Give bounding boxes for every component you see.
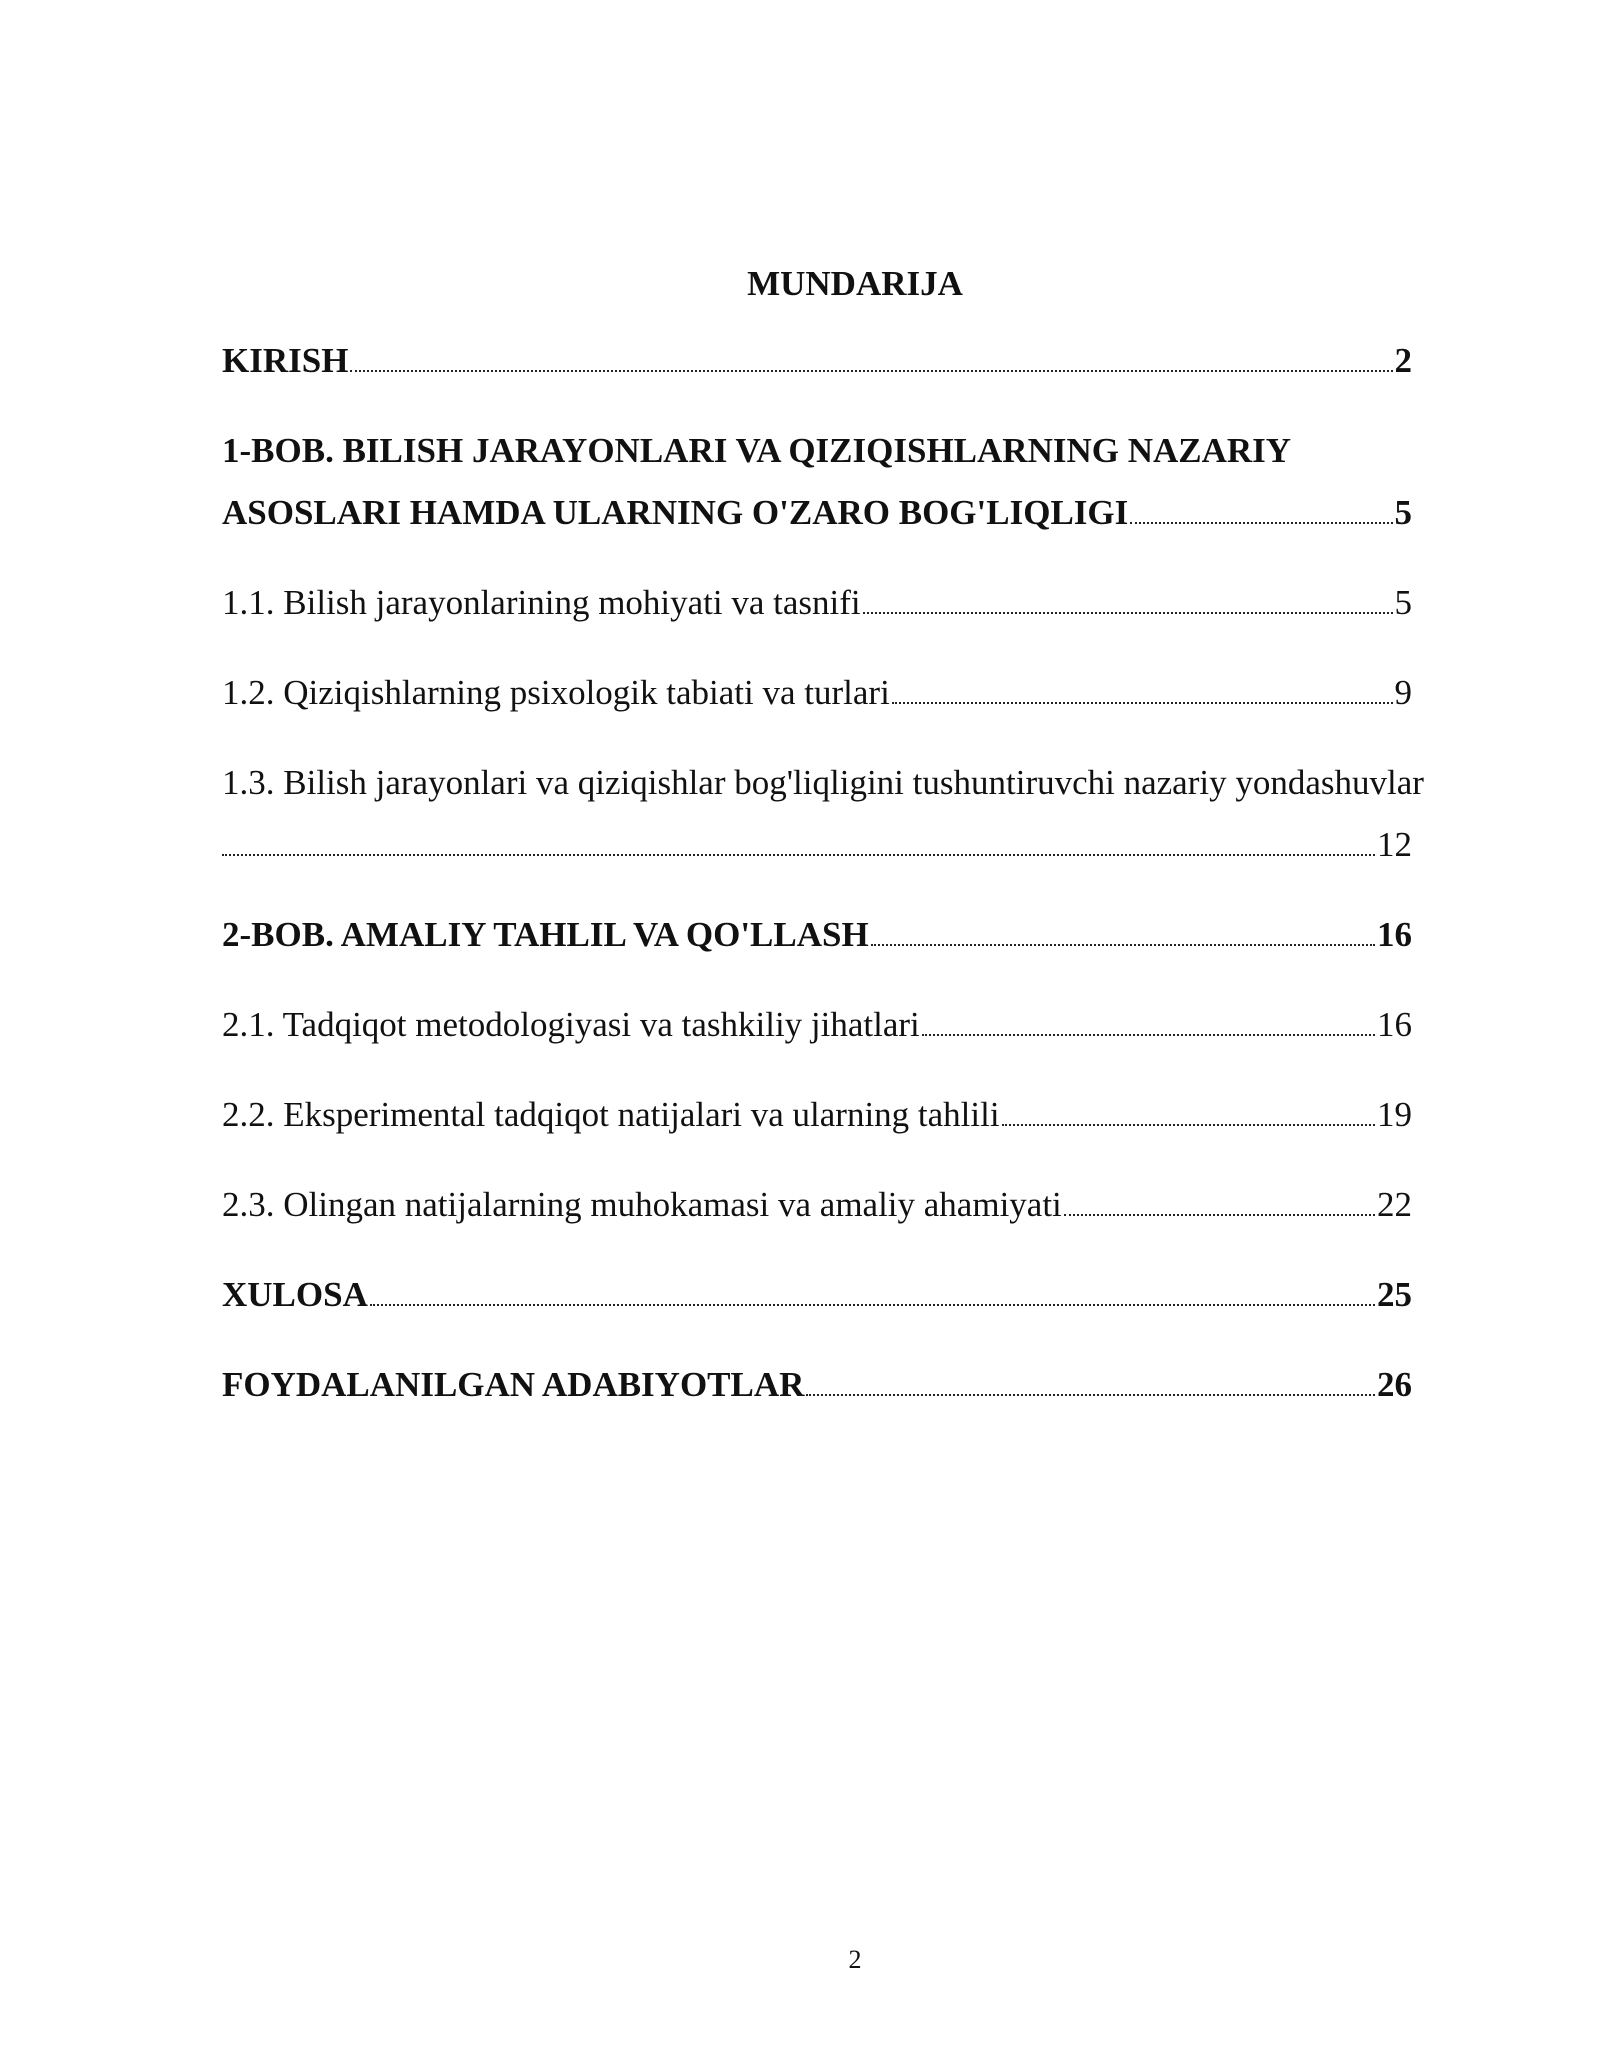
dot-leader: [1064, 1214, 1375, 1216]
dot-leader: [1002, 1124, 1375, 1126]
toc-entry-label: 1.1. Bilish jarayonlarining mohiyati va tasnifi: [222, 583, 861, 622]
toc-entry-label-line1: 1-BOB. BILISH JARAYONLARI VA QIZIQISHLARNING NAZARIY: [222, 431, 1292, 470]
page-number: 2: [848, 1945, 862, 1974]
dot-leader: [370, 1304, 1375, 1306]
toc-entry-xulosa[interactable]: [222, 1264, 1412, 1326]
toc-entry-page: 19: [1377, 1095, 1412, 1134]
dot-leader: [922, 1034, 1375, 1036]
toc-entry-page: 5: [1394, 493, 1412, 532]
toc-entry-2-3[interactable]: [222, 1174, 1412, 1236]
table-of-contents: [222, 330, 1424, 1444]
dot-leader: [222, 854, 1375, 856]
toc-entry-page: 25: [1377, 1275, 1412, 1314]
toc-entry-label: KIRISH: [222, 341, 349, 380]
toc-entry-label-line2: ASOSLARI HAMDA ULARNING O'ZARO BOG'LIQLIGI: [222, 493, 1129, 532]
toc-entry-2-2[interactable]: [222, 1084, 1412, 1146]
toc-entry-page: 9: [1394, 673, 1412, 712]
toc-entry-page: 22: [1377, 1185, 1412, 1224]
toc-entry-label: 2-BOB. AMALIY TAHLIL VA QO'LLASH: [222, 915, 869, 954]
toc-entry-kirish[interactable]: [222, 330, 1412, 392]
toc-entry-line2: [222, 814, 1412, 876]
toc-entry-label-line1: 1.3. Bilish jarayonlari va qiziqishlar bog'liqligini tushuntiruvchi nazariy yondashuvlar: [222, 763, 1424, 802]
toc-entry-label: FOYDALANILGAN ADABIYOTLAR: [222, 1365, 805, 1404]
toc-entry-2-1[interactable]: [222, 994, 1412, 1056]
toc-entry-label: 2.2. Eksperimental tadqiqot natijalari va ularning tahlili: [222, 1095, 1000, 1134]
toc-entry-label: 1.2. Qiziqishlarning psixologik tabiati va turlari: [222, 673, 890, 712]
toc-entry-chapter-2[interactable]: [222, 904, 1412, 966]
dot-leader: [1130, 522, 1392, 524]
toc-entry-chapter-1[interactable]: [222, 420, 1412, 544]
dot-leader: [806, 1394, 1375, 1396]
toc-entry-page: 16: [1377, 1005, 1412, 1044]
toc-entry-references[interactable]: [222, 1354, 1412, 1416]
toc-entry-page: 16: [1377, 915, 1412, 954]
toc-entry-page: 12: [1377, 825, 1412, 864]
dot-leader: [350, 370, 1392, 372]
toc-title: MUNDARIJA: [747, 264, 963, 303]
toc-entry-page: 5: [1394, 583, 1412, 622]
dot-leader: [892, 702, 1393, 704]
toc-entry-line2: [222, 482, 1412, 544]
toc-entry-label: 2.1. Tadqiqot metodologiyasi va tashkiliy jihatlari: [222, 1005, 920, 1044]
toc-entry-label: XULOSA: [222, 1275, 368, 1314]
toc-entry-page: 2: [1394, 341, 1412, 380]
toc-entry-1-1[interactable]: [222, 572, 1412, 634]
toc-entry-page: 26: [1377, 1365, 1412, 1404]
toc-entry-1-3[interactable]: [222, 752, 1424, 876]
toc-entry-1-2[interactable]: [222, 662, 1412, 724]
dot-leader: [863, 612, 1393, 614]
dot-leader: [871, 944, 1375, 946]
toc-entry-label: 2.3. Olingan natijalarning muhokamasi va amaliy ahamiyati: [222, 1185, 1062, 1224]
